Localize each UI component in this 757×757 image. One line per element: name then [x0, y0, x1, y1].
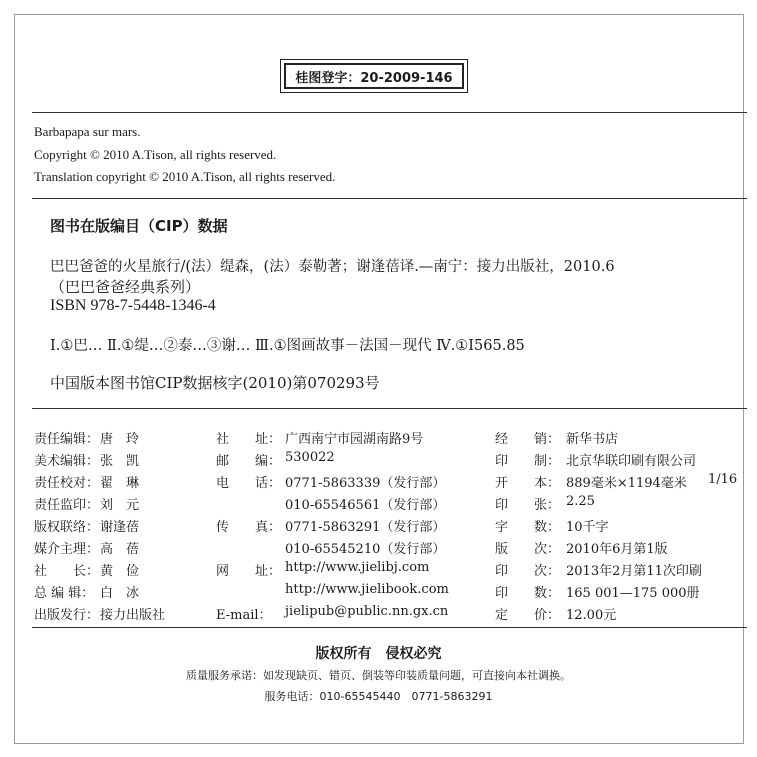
spec-label: 字 数：	[495, 520, 561, 535]
staff-value: 白 冰	[100, 586, 140, 601]
spec-value: 889毫米×1194毫米	[566, 476, 687, 491]
publisher-label: 传 真：	[216, 520, 282, 535]
spec-label: 印 次：	[495, 564, 561, 579]
cip-series-line: （巴巴爸爸经典系列）	[50, 278, 201, 296]
divider-copyright	[32, 198, 747, 199]
staff-label: 社 长：	[34, 564, 100, 579]
registration-number: 桂图登字：20-2009-146	[284, 63, 464, 89]
cip-library-note: 中国版本图书馆CIP数据核字(2010)第070293号	[50, 374, 380, 392]
publisher-value: 0771-5863291（发行部）	[285, 520, 446, 535]
registration-box	[280, 59, 468, 93]
publisher-value: 530022	[285, 450, 335, 465]
staff-value: 翟 琳	[100, 476, 140, 491]
divider-cip	[32, 408, 747, 409]
isbn: ISBN 978-7-5448-1346-4	[50, 297, 216, 314]
cip-heading: 图书在版编目（CIP）数据	[50, 217, 228, 235]
staff-label: 出版发行：	[34, 608, 100, 623]
spec-label: 经 销：	[495, 432, 561, 447]
spec-label: 印 制：	[495, 454, 561, 469]
staff-label: 责任校对：	[34, 476, 100, 491]
staff-value: 黄 俭	[100, 564, 140, 579]
spec-value: 165 001—175 000册	[566, 586, 700, 601]
publisher-label: 电 话：	[216, 476, 282, 491]
staff-value: 谢逢蓓	[100, 520, 140, 535]
staff-label: 美术编辑：	[34, 454, 100, 469]
spec-label: 印 张：	[495, 498, 561, 513]
publisher-value: http://www.jielibj.com	[285, 560, 430, 575]
spec-label: 印 数：	[495, 586, 561, 601]
publisher-value: 广西南宁市园湖南路9号	[285, 432, 424, 447]
spec-label: 开 本：	[495, 476, 561, 491]
staff-label: 媒介主理：	[34, 542, 100, 557]
translation-copyright-line: Translation copyright © 2010 A.Tison, all rights reserved.	[34, 169, 336, 184]
publisher-value: 0771-5863339（发行部）	[285, 476, 446, 491]
rights-notice: 版权所有 侵权必究	[315, 646, 442, 662]
quality-service-note: 质量服务承诺：如发现缺页、错页、倒装等印装质量问题，可直接向本社调换。	[186, 669, 571, 682]
cip-bibliographic-line: 巴巴爸爸的火星旅行/(法）缇森，(法）泰勒著；谢逢蓓译.—南宁：接力出版社，2010.6	[50, 259, 615, 275]
staff-value: 唐 玲	[100, 432, 140, 447]
staff-label: 责任监印：	[34, 498, 100, 513]
copyright-line: Copyright © 2010 A.Tison, all rights reserved.	[34, 147, 277, 162]
publisher-value: 010-65545210（发行部）	[285, 542, 446, 557]
spec-value: 新华书店	[566, 432, 619, 447]
publisher-value: http://www.jielibook.com	[285, 582, 449, 597]
staff-value: 张 凯	[100, 454, 140, 469]
staff-value: 刘 元	[100, 498, 140, 513]
spec-extra: 1/16	[708, 472, 738, 487]
staff-label: 版权联络：	[34, 520, 100, 535]
publisher-label: 邮 编：	[216, 454, 282, 469]
publisher-label: E-mail：	[216, 608, 272, 623]
staff-value: 接力出版社	[100, 608, 166, 623]
cip-classification: Ⅰ.①巴… Ⅱ.①缇…②泰…③谢… Ⅲ.①图画故事－法国－现代 Ⅳ.①I565.85	[50, 338, 525, 354]
staff-value: 高 蓓	[100, 542, 140, 557]
spec-value: 北京华联印刷有限公司	[566, 454, 697, 469]
spec-label: 版 次：	[495, 542, 561, 557]
original-title: Barbapapa sur mars.	[34, 124, 141, 139]
divider-top	[32, 112, 747, 113]
publisher-label: 社 址：	[216, 432, 282, 447]
spec-label: 定 价：	[495, 608, 561, 623]
spec-value: 10千字	[566, 520, 609, 535]
publisher-value: jielipub@public.nn.gx.cn	[285, 604, 449, 619]
service-phone: 服务电话：010-65545440 0771-5863291	[264, 690, 493, 703]
spec-value: 12.00元	[566, 608, 617, 623]
spec-value: 2.25	[566, 494, 595, 509]
staff-label: 总 编 辑：	[34, 586, 95, 601]
publisher-value: 010-65546561（发行部）	[285, 498, 446, 513]
spec-value: 2013年2月第11次印刷	[566, 564, 702, 579]
divider-bottom	[32, 627, 747, 628]
spec-value: 2010年6月第1版	[566, 542, 668, 557]
staff-label: 责任编辑：	[34, 432, 100, 447]
publisher-label: 网 址：	[216, 564, 282, 579]
